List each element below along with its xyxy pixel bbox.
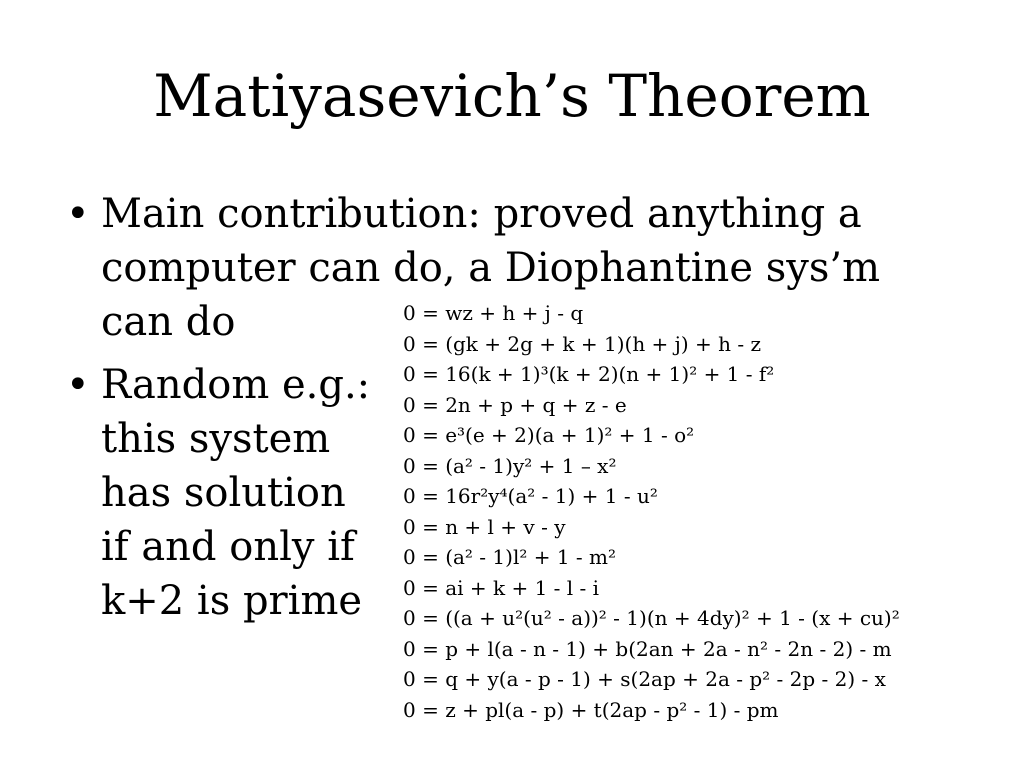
equation: 0 = ((a + u²(u² - a))² - 1)(n + 4dy)² + 1 - (x + cu)² [403,606,900,630]
equation: 0 = n + l + v - y [403,514,566,539]
bullet-marker: • [66,362,90,408]
equation: 0 = 16r²y⁴(a² - 1) + 1 - u² [403,484,658,508]
bullet-marker: • [66,191,90,237]
bullet-line: Random e.g.: [101,362,371,408]
equation: 0 = (a² - 1)l² + 1 - m² [403,545,617,569]
bullet-line: can do [101,299,236,345]
bullet-line: if and only if [101,524,355,570]
bullet-line: computer can do, a Diophantine sys’m [101,245,881,291]
equation-system [403,298,900,725]
equation: 0 = p + l(a - n - 1) + b(2an + 2a - n² - 2n - 2) - m [403,636,892,661]
equation: 0 = wz + h + j - q [403,301,584,325]
bullet-line: this system [101,416,331,462]
equation: 0 = 2n + p + q + z - e [403,392,627,417]
equation: 0 = e³(e + 2)(a + 1)² + 1 - o² [403,423,695,447]
equation: 0 = (gk + 2g + k + 1)(h + j) + h - z [403,331,762,356]
bullet-line: k+2 is prime [101,578,363,624]
equation: 0 = z + pl(a - p) + t(2ap - p² - 1) - pm [403,697,779,722]
equation: 0 = q + y(a - p - 1) + s(2ap + 2a - p² - 2p - 2) - x [403,667,886,691]
equation: 0 = ai + k + 1 - l - i [403,575,600,600]
equation: 0 = (a² - 1)y² + 1 – x² [403,453,617,478]
slide-title: Matiyasevich’s Theorem [153,62,871,130]
bullet-line: Main contribution: proved anything a [101,191,862,237]
bullet-text [101,358,370,628]
bullet-line: has solution [101,470,346,516]
equation: 0 = 16(k + 1)³(k + 2)(n + 1)² + 1 - f² [403,362,775,386]
